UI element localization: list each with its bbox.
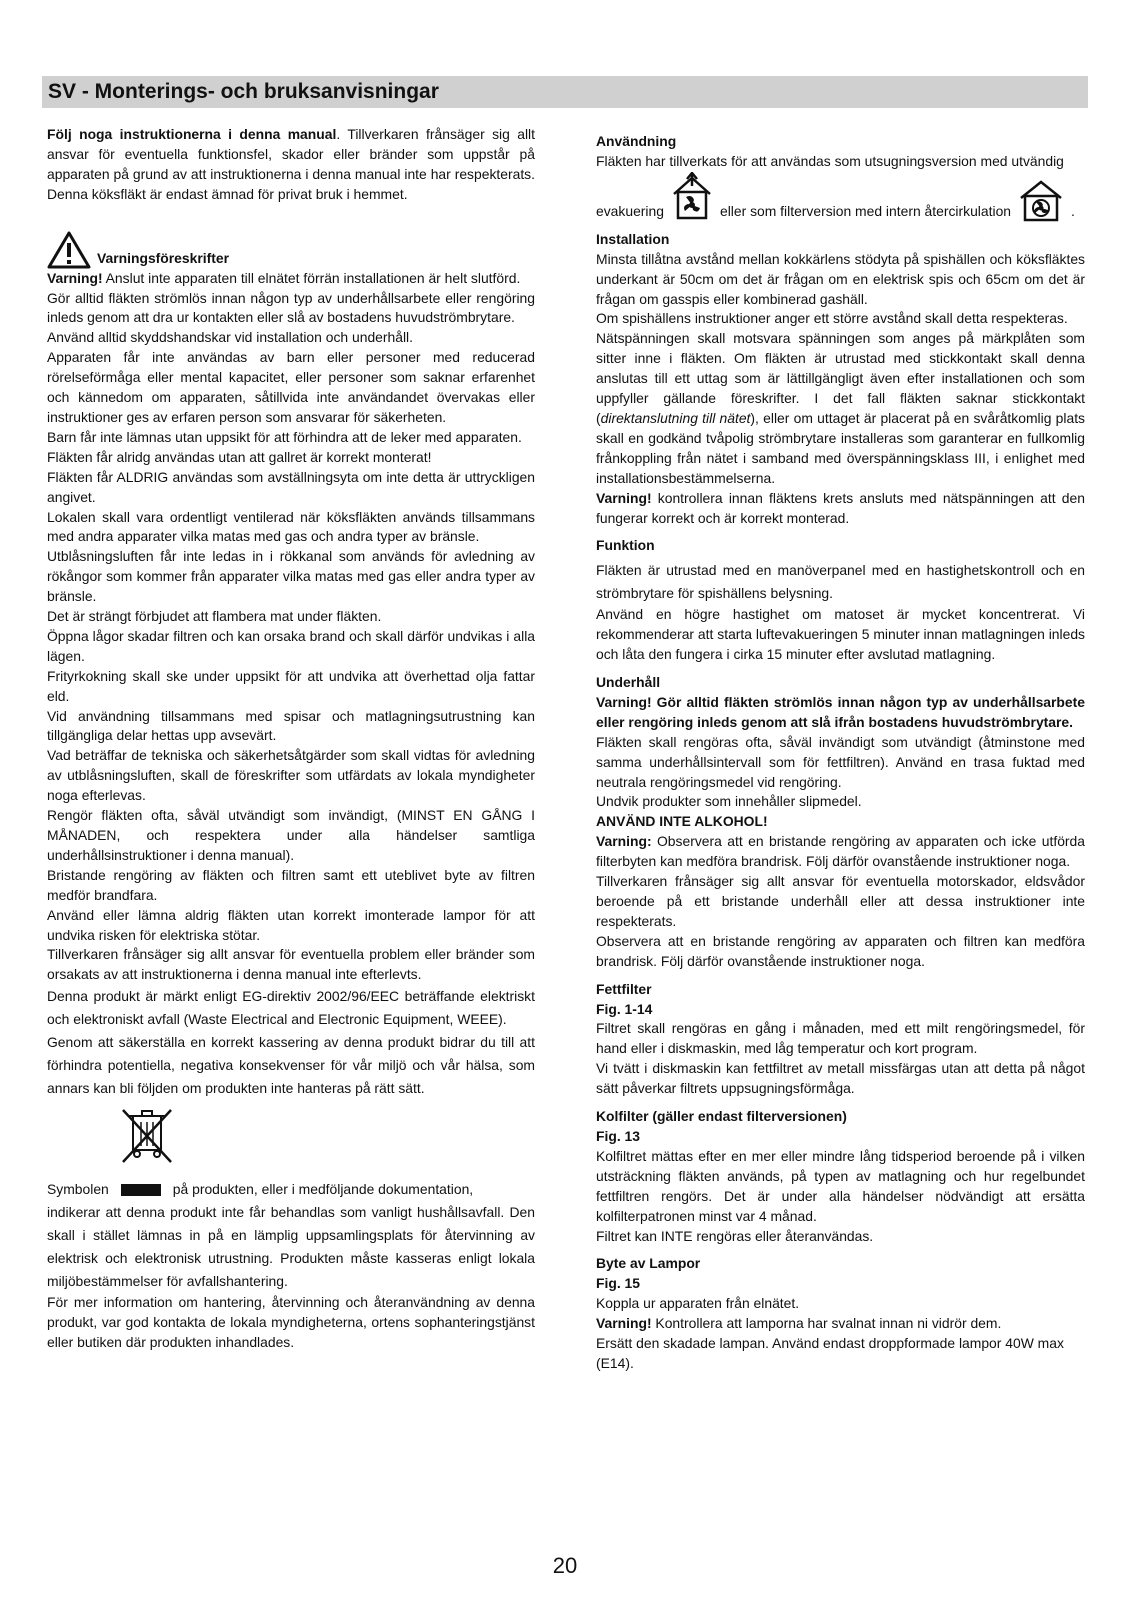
usage-heading: Användning [596,133,677,149]
installation-p1: Minsta tillåtna avstånd mellan kokkärlens stödyta på spishällen och köksfläktes underkant är 50cm om det är frågan om en elektrisk spis och 65cm om det är frågan om gasspis eller kombinerad gashäll. [596,250,1085,307]
maintenance-p3: Tillverkaren frånsäger sig allt ansvar för eventuella motorskador, eldsvådor beroende på ett bristande underhåll eller att dessa instruktioner inte respekterats. [596,873,1085,929]
grease-filter-heading: Fettfilter [596,980,652,997]
warning-triangle-icon [47,231,91,269]
maintenance-heading: Underhåll [596,674,661,691]
grease-filter-fig: Fig. 1-14 [596,1000,653,1017]
warning-item: Tillverkaren frånsäger sig allt ansvar för eventuella problem eller bränder som orsakats av att instruktionerna i denna manual inte efterlevts. [47,946,535,983]
usage-or-filter: eller som filterversion med intern återcirkulation [719,202,1012,219]
maintenance-p4: Observera att en bristande rengöring av apparaten och filtren kan medföra brandrisk. Följ därför ovanstående instruktioner noga. [596,932,1085,969]
installation-warning-text: kontrollera innan fläktens krets ansluts med nätspänningen att den fungerar korrekt och är korrekt monterad. [596,489,1085,526]
symbol-line [47,1178,535,1201]
more-info-paragraph: För mer information om hantering, återvinning och återanvändning av denna produkt, var god kontakta de lokala myndigheterna, ortens sophanteringstjänst eller butiken där produkten inhandlades. [47,1294,535,1350]
installation-warning [596,489,1085,529]
left-column [47,125,535,1353]
usage-dot: . [1071,202,1075,219]
warning-item: Utblåsningsluften får inte ledas in i rökkanal som används för avledning av rökångor som kommer från apparater vilka matas med gas eller andra typer av bränsle. [47,548,535,605]
symbol-continued: indikerar att denna produkt inte får behandlas som vanligt hushållsavfall. Den skall i stället lämnas in på en lämplig uppsamlingsplats för återvinning av elektrisk och elektronisk utrustning. Produkten måste kasseras enligt lokala miljöbestämmelser för avfallshantering. [47,1204,535,1290]
warning-item: Rengör fläkten ofta, såväl utvändigt som invändigt, (MINST EN GÅNG I MÅNADEN, och respektera under alla händelser samtliga underhållsinstruktioner i denna manual). [47,807,535,863]
function-p2: Använd en högre hastighet om matoset är mycket koncentrerat. Vi rekommenderar att starta luftevakueringen 5 minuter innan matlagningen inleds och låta den fungera i cirka 15 minuter efter avslutad matlagning. [596,606,1085,663]
carbon-filter-fig: Fig. 13 [596,1127,640,1144]
usage-evac: evakuering [596,202,664,219]
warning-item: Barn får inte lämnas utan uppsikt för att förhindra att de leker med apparaten. [47,428,522,445]
maintenance-warning-2 [596,832,1085,872]
grease-filter-p1: Filtret skall rengöras en gång i månaden, med ett milt rengöringsmedel, för hand eller i diskmaskin, med låg temperatur och kort program. [596,1020,1085,1057]
lamps-fig: Fig. 15 [596,1275,640,1292]
installation-p3 [596,329,1085,488]
maintenance-p2: Undvik produkter som innehåller slipmedel. [596,793,862,810]
carbon-filter-heading: Kolfilter (gäller endast filterversionen) [596,1108,847,1125]
symbol-post: på produkten, eller i medföljande dokumentation, [172,1181,474,1198]
crossed-out-wheelie-bin-icon [117,1106,177,1168]
carbon-filter-p2: Filtret kan INTE rengöras eller återanvändas. [596,1227,874,1244]
carbon-filter-p1: Kolfiltret mättas efter en mer eller mindre lång tidsperiod beroende på i vilken utsträckning fläkten används, på typen av matlagning och hur regelbundet fettfiltren rengörs. Det är under alla händelser nödvändigt att ersätta kolfilterpatronen minst var 4 månad. [596,1147,1085,1224]
page-number: 20 [552,1553,578,1578]
weee-paragraph-2: Genom att säkerställa en korrekt kassering av denna produkt bidrar du till att förhindra potentiella, negativa konsekvenser för vår miljö och vår hälsa, som annars kan bli följden om produkten inte hanteras på rätt sätt. [47,1034,535,1097]
right-column [596,132,1085,1374]
warning-item: Använd alltid skyddshandskar vid installation och underhåll. [47,329,414,346]
installation-p2: Om spishällens instruktioner anger ett större avstånd skall detta respekteras. [596,310,1068,327]
maintenance-warning: Varning! Gör alltid fläkten strömlös innan någon typ av underhållsarbete eller rengöring inleds genom att slå ifrån bostadens huvudströmbrytare. [596,693,1085,730]
intro-bold: Följ noga instruktionerna i denna manual [47,126,337,142]
usage-line-1: Fläkten har tillverkats för att användas som utsugningsversion med utvändig [596,152,1064,169]
house-fan-extraction-icon [670,172,714,222]
installation-p3-b: ), eller om uttaget är placerat på en svåråtkomlig plats skall en godkänd tvåpolig strömbrytare installeras som garanterar en fullkomlig frånkoppling från nätet i samband med överspänningsklass III, i enlighet med installationsbestämmelserna. [596,409,1086,486]
function-heading: Funktion [596,537,655,554]
warning-item: Apparaten får inte användas av barn eller personer med reducerad rörelseförmåga eller mental kapacitet, eller personer som saknar erfarenhet och kännedom om apparaten, såtillvida inte användandet övervakas eller instruktioner ges av erfaren person som ansvarar för säkerheten. [47,349,535,425]
installation-warning-bold: Varning! [596,489,652,506]
warning-item: Det är strängt förbjudet att flambera mat under fläkten. [47,608,382,625]
lamps-heading: Byte av Lampor [596,1255,701,1272]
usage-row [596,172,1085,222]
warnings-heading: Varningsföreskrifter [97,249,230,266]
black-bar-symbol [121,1184,161,1196]
warning-item: Vid användning tillsammans med spisar och matlagningsutrustning kan tillgängliga delar hettas upp avsevärt. [47,707,535,744]
warning-item: Fläkten får ALDRIG användas som avställningsyta om inte detta är uttryckligen angivet. [47,468,535,505]
warning-item: Lokalen skall vara ordentligt ventilerad när köksfläkten används tillsammans med andra apparater vilka matas med gas och andra typer av bränsle. [47,508,535,545]
warning-first-bold: Varning! [47,269,103,286]
symbol-pre: Symbolen [47,1181,109,1198]
lamps-p2: Ersätt den skadade lampan. Använd endast droppformade lampor 40W max (E14). [596,1335,1064,1371]
lamps-p1: Koppla ur apparaten från elnätet. [596,1295,800,1312]
lamps-warning-bold: Varning! [596,1315,652,1332]
maintenance-warning-2-text: Observera att en bristande rengöring av apparaten och icke utförda filterbyten kan medföra brandrisk. Följ därför ovanstående instruktioner noga. [596,833,1085,870]
installation-p3-italic: direktanslutning till nätet [600,409,751,426]
installation-heading: Installation [596,230,670,247]
house-fan-recirculation-icon [1017,178,1065,222]
weee-paragraph-1: Denna produkt är märkt enligt EG-direktiv 2002/96/EEC beträffande elektriskt och elektroniskt avfall (Waste Electrical and Electronic Equipment, WEEE). [47,988,535,1028]
warning-first [47,269,535,289]
installation-p3-a: Nätspänningen skall motsvara spänningen som anges på märkplåten som sitter inne i fläkten. Om fläkten är utrustad med stickkontakt skall denna anslutas till ett uttag som är lättillgängligt även efter installationen och som uppfyller gällande föreskrifter. I det fall fläkten saknar stickkontakt ( [596,330,1085,426]
page-title: SV - Monterings- och bruksanvisningar [48,80,439,103]
warning-item: Fläkten får alridg användas utan att gallret är korrekt monterat! [47,448,432,465]
intro-paragraph [47,125,535,205]
warning-item: Använd eller lämna aldrig fläkten utan korrekt imonterade lampor för att undvika risken för elektriska stötar. [47,906,535,943]
warning-item: Gör alltid fläkten strömlös innan någon typ av underhållsarbete eller rengöring inleds genom att dra ur kontakten eller slå av bostadens huvudströmbrytare. [47,289,535,326]
lamps-warning-text: Kontrollera att lamporna har svalnat innan ni vidrör dem. [651,1315,1002,1332]
maintenance-p1: Fläkten skall rengöras ofta, såväl invändigt som utvändigt (åtminstone med samma underhållsintervall som för fettfiltren). Använd en trasa fuktad med neutrala rengöringsmedel vid rengöring. [596,733,1085,790]
header-bar [42,76,1088,108]
lamps-warning [596,1314,1085,1334]
maintenance-no-alcohol: ANVÄND INTE ALKOHOL! [596,813,768,830]
function-p1: Fläkten är utrustad med en manöverpanel med en hastighetskontroll och en strömbrytare för spishällens belysning. [596,562,1085,602]
intro-text: . Tillverkaren frånsäger sig allt ansvar för eventuella funktionsfel, skador eller bränder som uppstår på apparaten på grund av att instruktionerna i denna manual inte har respekterats. Denna köksfläkt är endast ämnad för privat bruk i hemmet. [47,126,535,202]
warning-item: Öppna lågor skadar filtren och kan orsaka brand och skall därför undvikas i alla lägen. [47,627,535,664]
warning-item: Bristande rengöring av fläkten och filtren samt ett uteblivet byte av filtren medför brandfara. [47,866,535,903]
grease-filter-p2: Vi tvätt i diskmaskin kan fettfiltret av metall missfärgas utan att detta på något sätt påverkar filtrets uppsugningsförmåga. [596,1060,1085,1097]
maintenance-warning-2-bold: Varning: [596,833,652,850]
warning-first-text: Anslut inte apparaten till elnätet förrän installationen är helt slutförd. [102,269,521,286]
warning-item: Frityrkokning skall ske under uppsikt för att undvika att överhettad olja fattar eld. [47,667,535,704]
warnings-heading-row [47,231,535,269]
warning-item: Vad beträffar de tekniska och säkerhetsåtgärder som skall vidtas för avledning av utblåsningsluften, skall de föreskrifter som utfärdats av lokala myndigheter noga efterlevas. [47,747,535,804]
